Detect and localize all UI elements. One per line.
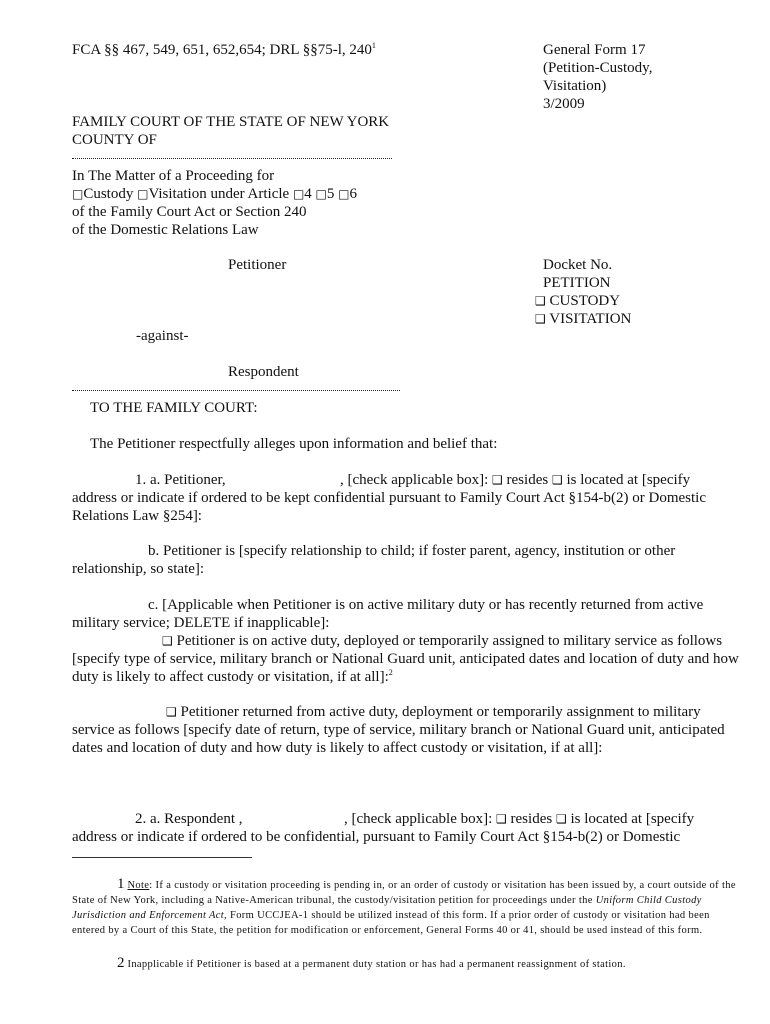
footnote-1-text-b: Form UCCJEA-1 should be utilized instead of this form. If a prior order of custody or visitation had been entered by a Court of this State, the petition for modification or enforcement, General Forms 40 or 41, should be used instead of this form.: [72, 910, 710, 936]
resides-label: resides: [506, 472, 549, 488]
petitioner-address-line-3: Relations Law §254]:: [72, 508, 202, 524]
footnote-1-act-title: Uniform Child Custody Jurisdiction and Enforcement Act,: [72, 895, 702, 921]
docket-number-label: Docket No.: [543, 257, 613, 273]
check-instruction-2: , [check applicable box]:: [344, 811, 493, 827]
active-duty-line-3-text: duty is likely to affect custody or visitation, if at all]:: [72, 669, 389, 685]
act-line: of the Family Court Act or Section 240: [72, 204, 307, 220]
military-line-1: c. [Applicable when Petitioner is on active military duty or has recently returned from active: [148, 597, 704, 613]
visitation-label: Visitation under Article: [148, 186, 290, 202]
footnote-1-number: 1: [117, 876, 125, 892]
statute-reference: FCA §§ 467, 549, 651, 652,654; DRL §§75-l, $240^1$: [72, 41, 376, 58]
caption-divider-top: [72, 158, 392, 159]
footnote-ref-1[interactable]: 1: [371, 41, 376, 50]
custody-label: Custody: [83, 186, 134, 202]
law-line: of the Domestic Relations Law: [72, 222, 259, 238]
active-duty-label: Petitioner is on active duty, deployed or temporarily assigned to military service as follows: [176, 633, 723, 649]
footnote-2: [72, 956, 744, 972]
docket-custody-option: [535, 292, 620, 310]
petition-label: PETITION: [543, 275, 611, 291]
active-duty-checkbox[interactable]: ❑: [162, 634, 173, 648]
check-instruction: , [check applicable box]:: [340, 472, 489, 488]
footnote-1-text-a: : If a custody or visitation proceeding is pending in, or an order of custody or visitation has been issued by, a court outside of the State of New York, including a Native-American tribunal, the custody/visitation petition for proceedings under the: [72, 880, 736, 906]
petitioner-address-options: [340, 471, 690, 489]
footnote-1: [72, 877, 744, 938]
relationship-line-2: relationship, so state]:: [72, 561, 205, 577]
article-6-checkbox[interactable]: □: [338, 187, 350, 201]
against-label: -against-: [136, 328, 189, 344]
respondent-located-checkbox[interactable]: ❑: [555, 812, 567, 826]
returned-duty-label: Petitioner returned from active duty, deployment or temporarily assignment to military: [180, 704, 701, 720]
form-name: General Form 17: [543, 42, 646, 58]
located-label: is located at [specify: [566, 472, 691, 488]
form-description-1: (Petition-Custody,: [543, 60, 653, 76]
active-duty-line-2: [specify type of service, military branch or National Guard unit, anticipated dates and location of duty and how: [72, 651, 739, 667]
returned-duty-option: [166, 703, 701, 721]
caption-divider-bottom: [72, 390, 400, 391]
county-label: COUNTY OF: [72, 132, 157, 148]
article-4-checkbox[interactable]: □: [292, 187, 305, 201]
active-duty-option: [162, 632, 722, 650]
returned-duty-line-3: dates and location of duty and how duty is likely to affect custody or visitation, if at all]:: [72, 740, 603, 756]
petitioner-located-checkbox[interactable]: ❑: [551, 473, 563, 487]
intro-paragraph: The Petitioner respectfully alleges upon information and belief that:: [90, 436, 498, 452]
form-identifier: [543, 41, 652, 113]
docket-custody-label: CUSTODY: [549, 293, 621, 309]
footnote-2-number: 2: [117, 955, 125, 971]
military-line-2: military service; DELETE if inapplicable]:: [72, 615, 330, 631]
court-name: FAMILY COURT OF THE STATE OF NEW YORK: [72, 114, 390, 130]
proceeding-type-line: [72, 185, 357, 203]
matter-line: In The Matter of a Proceeding for: [72, 168, 275, 184]
respondent-address-line-2: address or indicate if ordered to be confidential, pursuant to Family Court Act §154-b(2) or Domestic: [72, 829, 681, 845]
petitioner-resides-checkbox[interactable]: ❑: [492, 473, 503, 487]
docket-custody-checkbox[interactable]: ❑: [535, 294, 546, 308]
respondent-resides-label: resides: [510, 811, 553, 827]
to-court-heading: TO THE FAMILY COURT:: [90, 400, 258, 416]
custody-checkbox[interactable]: □: [72, 187, 84, 201]
respondent-address-options: [344, 810, 694, 828]
footnote-separator: [72, 857, 252, 858]
form-date: 3/2009: [543, 96, 585, 112]
article-6-label: 6: [349, 186, 357, 202]
article-5-checkbox[interactable]: □: [315, 187, 327, 201]
respondent-label: Respondent: [228, 364, 299, 380]
petitioner-address-lead: 1. a. Petitioner,: [135, 472, 226, 488]
footnote-ref-2[interactable]: 2: [388, 668, 393, 677]
footnote-1-note-label: Note: [127, 880, 150, 891]
returned-duty-line-2: service as follows [specify date of return, type of service, military branch or National Guard unit, anticipated: [72, 722, 725, 738]
footnote-2-text: Inapplicable if Petitioner is based at a permanent duty station or has had a permanent reassignment of station.: [124, 959, 626, 970]
respondent-resides-checkbox[interactable]: ❑: [496, 812, 507, 826]
article-5-label: 5: [326, 186, 335, 202]
returned-duty-checkbox[interactable]: ❑: [166, 705, 177, 719]
petitioner-label: Petitioner: [228, 257, 287, 273]
active-duty-line-3: [72, 668, 393, 686]
petitioner-address-line-2: address or indicate if ordered to be kept confidential pursuant to Family Court Act §154-b(2) or Domestic: [72, 490, 707, 506]
article-4-label: 4: [304, 186, 312, 202]
form-description-2: Visitation): [543, 78, 607, 94]
respondent-address-lead: 2. a. Respondent ,: [135, 811, 243, 827]
visitation-checkbox[interactable]: □: [137, 187, 149, 201]
docket-visitation-option: [535, 310, 631, 328]
respondent-located-label: is located at [specify: [570, 811, 695, 827]
docket-visitation-checkbox[interactable]: ❑: [535, 312, 546, 326]
relationship-line-1: b. Petitioner is [specify relationship to child; if foster parent, agency, institution or other: [148, 543, 676, 559]
docket-visitation-label: VISITATION: [549, 311, 632, 327]
